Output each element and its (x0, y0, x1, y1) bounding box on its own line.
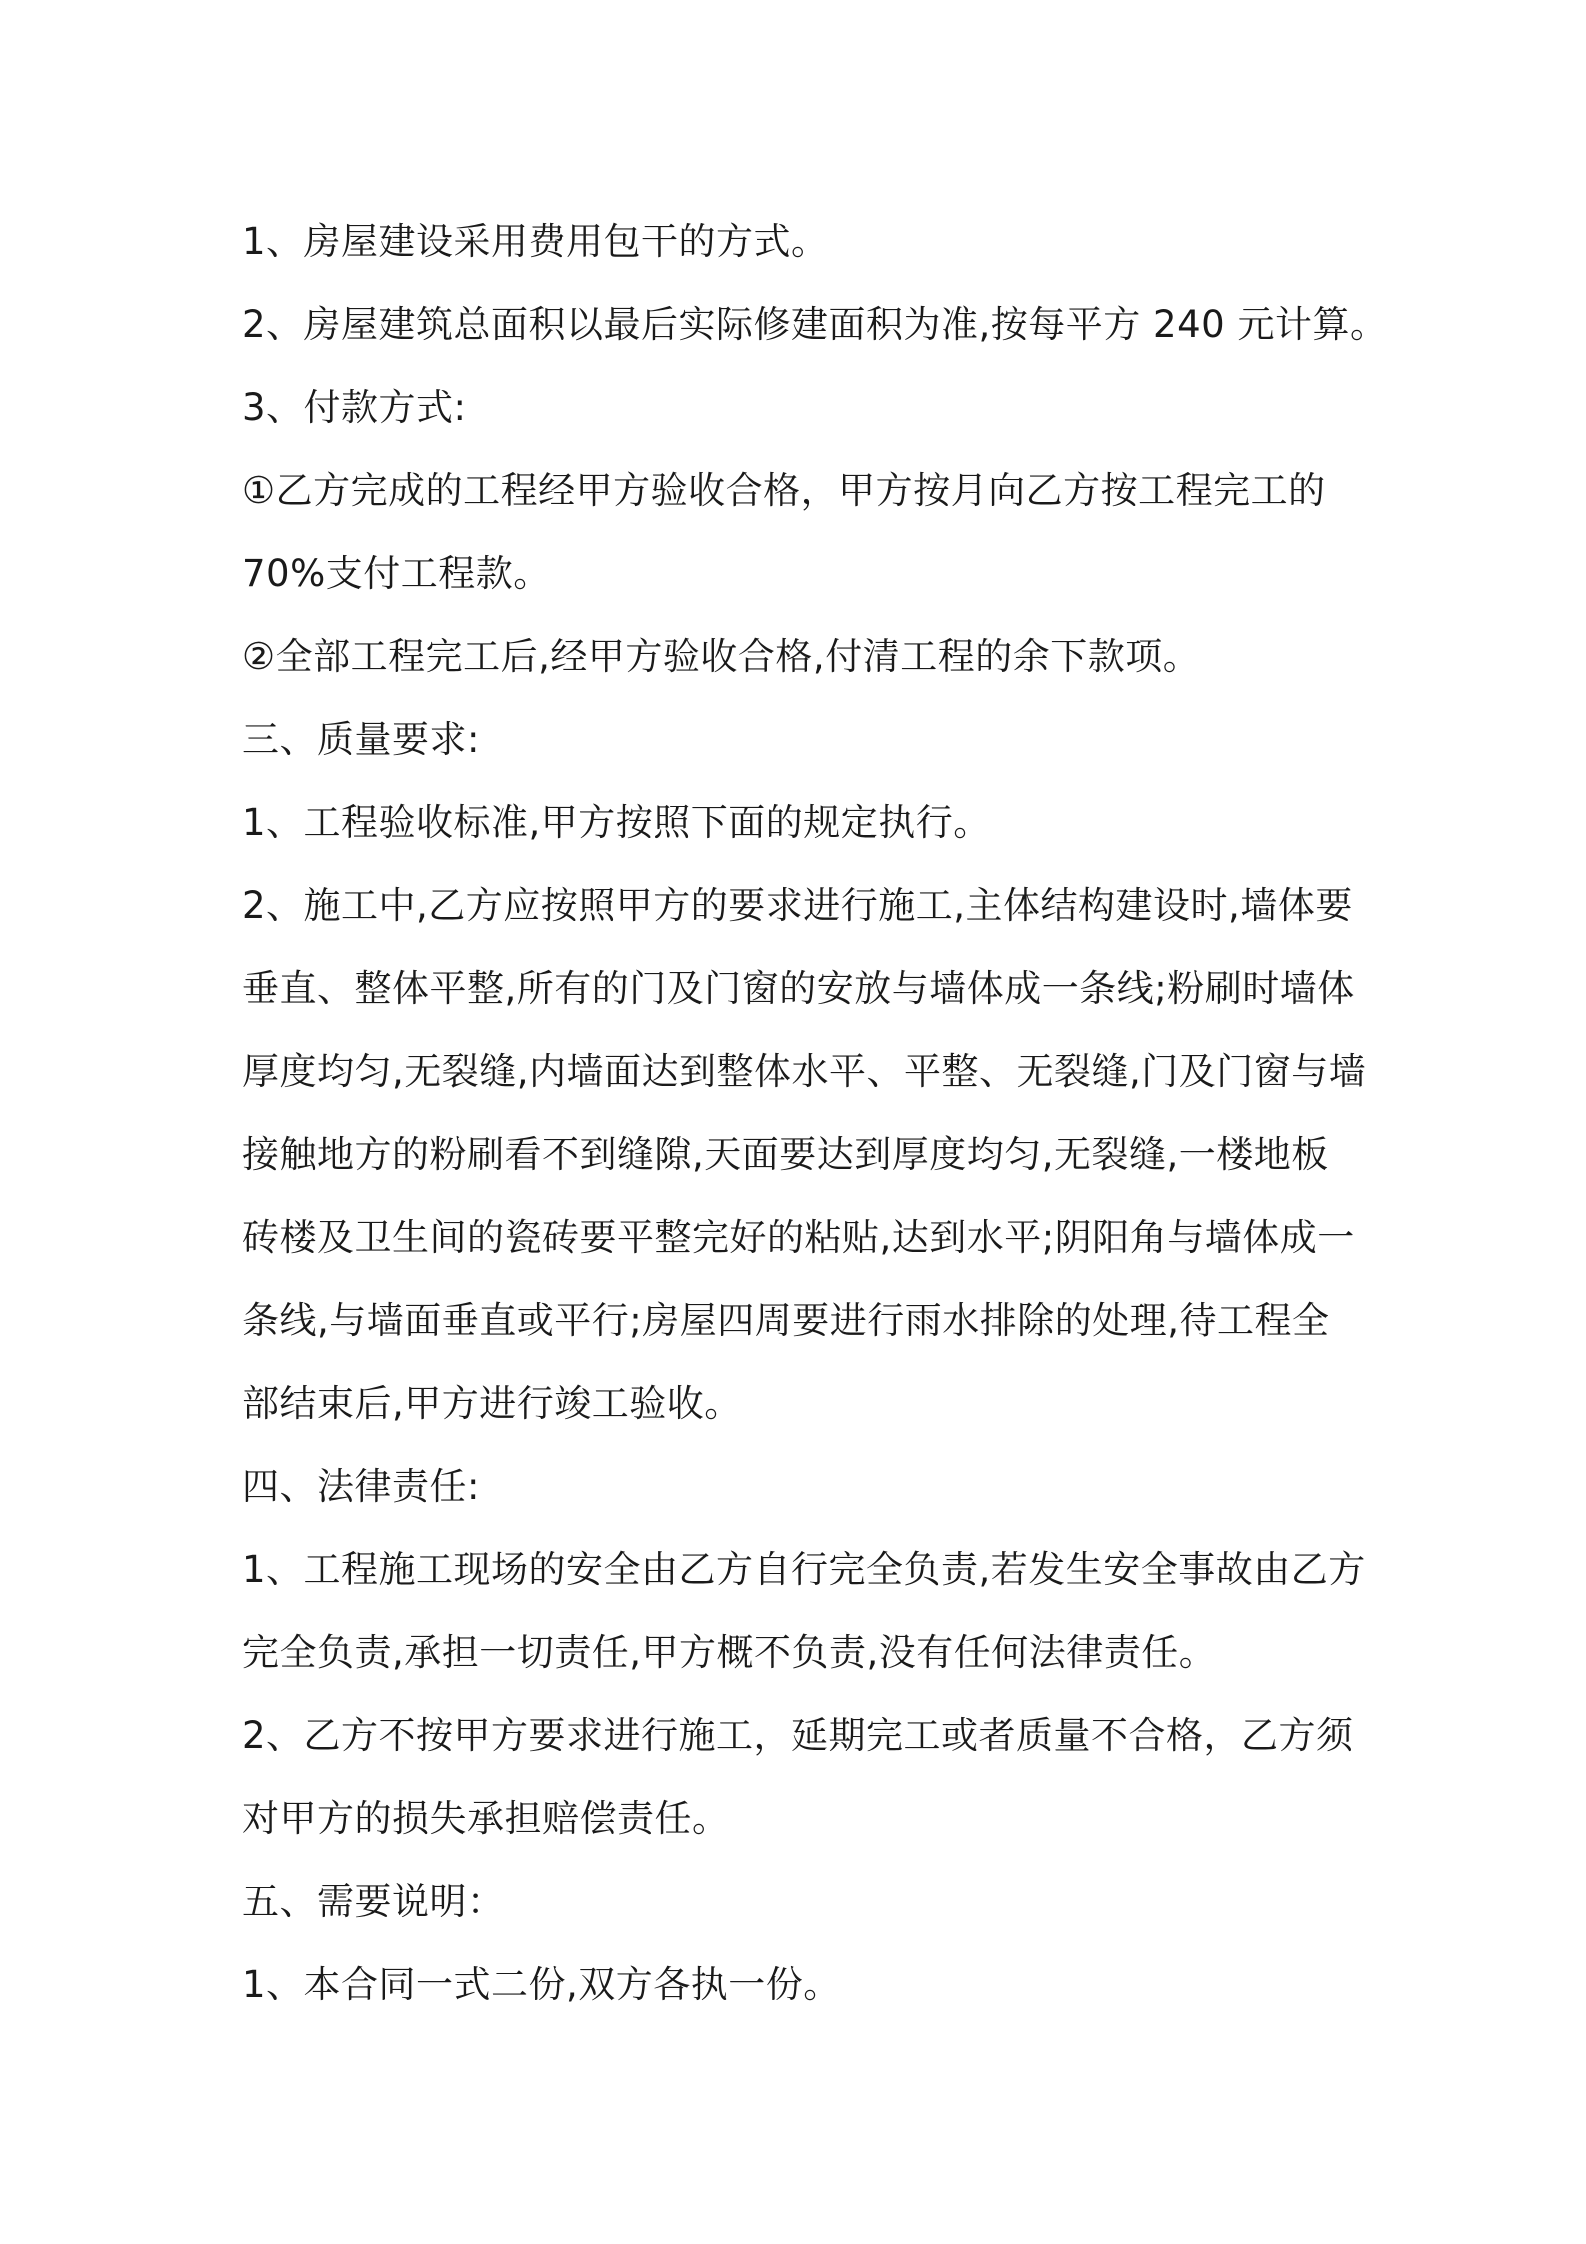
text-line: 部结束后,甲方进行竣工验收。 (242, 1382, 742, 1425)
text-line: 厚度均匀,无裂缝,内墙面达到整体水平、平整、无裂缝,门及门窗与墙 (242, 1050, 1367, 1093)
paragraph-legal-item-1 (242, 1528, 1366, 1694)
text-line: 1、本合同一式二份,双方各执一份。 (242, 1963, 841, 2006)
paragraph-payment-item-2 (242, 615, 1357, 698)
text-line: 三、质量要求: (242, 718, 480, 761)
text-line: 接触地方的粉刷看不到缝隙,天面要达到厚度均匀,无裂缝,一楼地板 (242, 1133, 1329, 1176)
text-line: 2、乙方不按甲方要求进行施工，延期完工或者质量不合格，乙方须 (242, 1714, 1354, 1757)
text-line: 条线,与墙面垂直或平行;房屋四周要进行雨水排除的处理,待工程全 (242, 1299, 1330, 1342)
text-line: ①乙方完成的工程经甲方验收合格，甲方按月向乙方按工程完工的 (242, 469, 1326, 512)
section-heading-legal (242, 1445, 1357, 1528)
paragraph-quality-item-2 (242, 864, 1367, 1445)
paragraph-payment-method (242, 200, 1357, 283)
text-line: 70%支付工程款。 (242, 552, 551, 595)
section-heading-quality (242, 698, 1357, 781)
text-line: 1、房屋建设采用费用包干的方式。 (242, 220, 829, 263)
text-line: 1、工程施工现场的安全由乙方自行完全负责,若发生安全事故由乙方 (242, 1548, 1366, 1591)
text-line: 1、工程验收标准,甲方按照下面的规定执行。 (242, 801, 991, 844)
text-line: 3、付款方式: (242, 386, 467, 429)
text-line: 四、法律责任: (242, 1465, 480, 1508)
document-body (242, 200, 1388, 2026)
paragraph-legal-item-2 (242, 1694, 1357, 1860)
paragraph-payment-terms-heading (242, 366, 1357, 449)
paragraph-notes-item-1 (242, 1943, 1357, 2026)
text-line: 砖楼及卫生间的瓷砖要平整完好的粘贴,达到水平;阴阳角与墙体成一 (242, 1216, 1355, 1259)
text-line: 2、施工中,乙方应按照甲方的要求进行施工,主体结构建设时,墙体要 (242, 884, 1353, 927)
paragraph-quality-item-1 (242, 781, 1357, 864)
text-line: 对甲方的损失承担赔偿责任。 (242, 1797, 730, 1840)
paragraph-area-pricing (242, 283, 1388, 366)
text-line: 垂直、整体平整,所有的门及门窗的安放与墙体成一条线;粉刷时墙体 (242, 967, 1355, 1010)
text-line: 完全负责,承担一切责任,甲方概不负责,没有任何法律责任。 (242, 1631, 1217, 1674)
section-heading-notes (242, 1860, 1357, 1943)
text-line: 五、需要说明： (242, 1880, 505, 1923)
text-line: ②全部工程完工后,经甲方验收合格,付清工程的余下款项。 (242, 635, 1201, 678)
paragraph-payment-item-1 (242, 449, 1357, 615)
text-line: 2、房屋建筑总面积以最后实际修建面积为准,按每平方 240 元计算。 (242, 303, 1388, 346)
